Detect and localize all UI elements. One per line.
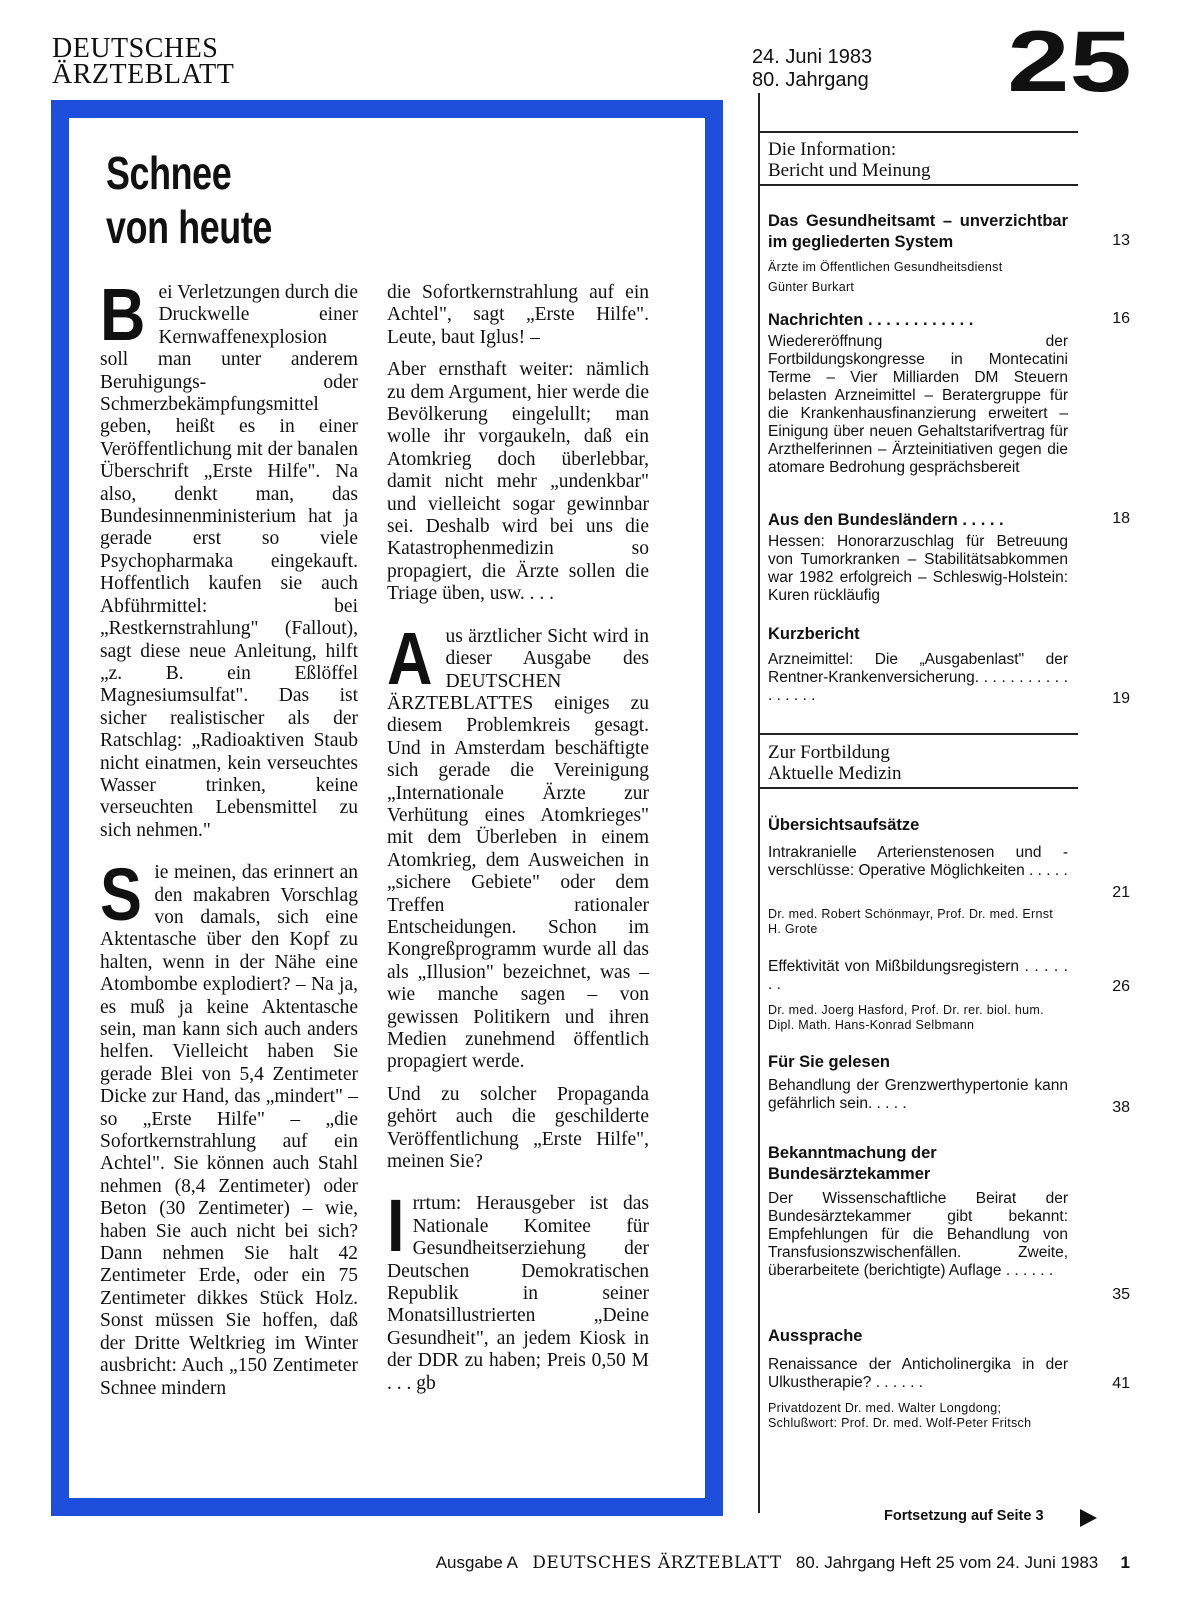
section-line: Zur Fortbildung bbox=[768, 742, 890, 763]
toc-entry-desc: Behandlung der Grenzwerthypertonie kann gefährlich sein. . . . . bbox=[768, 1077, 1068, 1112]
paragraph-text: rrtum: Herausgeber ist das Nationale Komitee für Gesundheitserziehung der Deutschen Demokratischen Republik in seiner Monatsillustrierten „Deine Gesundheit", an jedem Kiosk in der DDR zu haben; Preis 0,50 M . . . gb bbox=[387, 1193, 649, 1394]
footer-page-number: 1 bbox=[1120, 1553, 1130, 1572]
toc-author: Dr. med. Joerg Hasford, Prof. Dr. rer. biol. hum. Dipl. Math. Hans-Konrad Selbmann bbox=[768, 1003, 1044, 1032]
toc-entry-title[interactable]: Nachrichten . . . . . . . . . . . . bbox=[768, 311, 974, 329]
toc-entry-desc: Wiedereröffnung der Fortbildungskongresse in Montecatini Terme – Vier Milliarden DM Steuern belasten Arzneimittel – Beratergruppe für die Krankenhausfinanzierung erweitert – Einigung über neuen Gehaltstarifvertrag für Arzthelferinnen – Ärzteinitiativen gegen die atomare Bedrohung gesprächsbereit bbox=[768, 333, 1068, 476]
section-line: Aktuelle Medizin bbox=[768, 763, 902, 784]
toc-author: Dr. med. Robert Schönmayr, Prof. Dr. med. Ernst H. Grote bbox=[768, 907, 1054, 936]
toc-rule bbox=[758, 787, 1078, 789]
toc-page-number: 41 bbox=[1112, 1375, 1130, 1392]
toc-page-number: 13 bbox=[1112, 232, 1130, 249]
toc-entry-title[interactable]: Für Sie gelesen bbox=[768, 1053, 890, 1071]
footer-journal: DEUTSCHES ÄRZTEBLATT bbox=[532, 1553, 782, 1573]
paragraph-text: us ärztlicher Sicht wird in dieser Ausgabe des DEUTSCHEN ÄRZTEBLATTES einiges zu diesem Problemkreis gesagt. Und in Amsterdam beschäftigte sich gerade die Vereinigung „Internationale Ärzte zur Verhütung eines Atomkrieges" mit dem Überleben in einem Atomkrieg, dem Ausweichen in „sichere Gebiete" oder dem Treffen rationaler Entscheidungen. Schon im Kongreßprogramm wurde all das als „Illusion" bezeichnet, was – wie manche sagen – von gewissen Politikern und ihren Medien zunehmend öffentlich propagiert werde. bbox=[387, 625, 649, 1073]
toc-page-number: 26 bbox=[1112, 978, 1130, 995]
toc-author: Privatdozent Dr. med. Walter Longdong; Schlußwort: Prof. Dr. med. Wolf-Peter Fritsch bbox=[768, 1401, 1032, 1430]
page-footer bbox=[0, 1553, 1130, 1573]
toc-page-number: 19 bbox=[1112, 690, 1130, 707]
masthead-line-2: ÄRZTEBLATT bbox=[52, 59, 235, 90]
toc-entry-desc: Intrakranielle Arterienstenosen und -verschlüsse: Operative Möglichkeiten . . . . . bbox=[768, 844, 1068, 879]
headline-line-2: von heute bbox=[106, 201, 272, 253]
section-line: Bericht und Meinung bbox=[768, 160, 931, 181]
toc-entry-desc: Der Wissenschaftliche Beirat der Bundesärztekammer gibt bekannt: Empfehlungen für die Behandlung von Transfusionszwischenfällen. Zweite, überarbeitete (berichtigte) Auflage . . . . . . bbox=[768, 1190, 1068, 1279]
footer-issue-info: 80. Jahrgang Heft 25 vom 24. Juni 1983 bbox=[795, 1553, 1099, 1572]
footer-edition: Ausgabe A bbox=[435, 1553, 518, 1572]
toc-page-number: 21 bbox=[1112, 884, 1130, 901]
toc-entry-desc: Arzneimittel: Die „Ausgabenlast" der Rentner-Krankenversicherung. . . . . . . . . . . . . . . . . bbox=[768, 651, 1068, 704]
article-paragraph: Und zu solcher Propaganda gehört auch die geschilderte Veröffentlichung „Erste Hilfe", meinen Sie? bbox=[387, 1083, 649, 1173]
toc-rule bbox=[758, 733, 1078, 735]
headline-line-1: Schnee bbox=[106, 147, 232, 199]
article-paragraph bbox=[387, 616, 649, 1074]
toc-page-number: 16 bbox=[1112, 310, 1130, 327]
play-arrow-icon bbox=[1080, 1509, 1097, 1527]
toc-entry-desc: Hessen: Honorarzuschlag für Betreuung von Tumorkranken – Stabilitätsabkommen war 1982 erfolgreich – Schleswig-Holstein: Kuren rückläufig bbox=[768, 533, 1068, 604]
section-line: Die Information: bbox=[768, 139, 897, 160]
editorial-headline bbox=[106, 146, 272, 254]
toc-section-information bbox=[768, 139, 931, 181]
issue-date-block bbox=[752, 46, 872, 92]
volume: 80. Jahrgang bbox=[752, 69, 869, 91]
masthead bbox=[52, 33, 235, 90]
article-paragraph: Aber ernsthaft weiter: nämlich zu dem Argument, hier werde die Bevölkerung eingelullt; man wolle ihr vorgaukeln, daß ein Atomkrieg doch überlebbar, damit nicht mehr „undenkbar" und vielleicht sogar gewinnbar sei. Deshalb wird bei uns die Katastrophenmedizin so propagiert, die Ärzte sollen die Triage üben, usw. . . . bbox=[387, 359, 649, 605]
toc-entry-title[interactable]: Aus den Bundesländern . . . . . bbox=[768, 511, 1004, 529]
toc-entry-title[interactable]: Kurzbericht bbox=[768, 625, 860, 643]
masthead-line-1: DEUTSCHES bbox=[52, 33, 219, 64]
article-paragraph: die Sofortkernstrahlung auf ein Achtel", sagt „Erste Hilfe". Leute, baut Iglus! – bbox=[387, 282, 649, 348]
article-paragraph bbox=[100, 853, 358, 1400]
toc-vertical-rule bbox=[758, 93, 760, 1513]
article-column-2 bbox=[387, 282, 649, 1405]
toc-entry-desc: Renaissance der Anticholinergika in der Ulkustherapie? . . . . . . bbox=[768, 1356, 1068, 1391]
drop-cap: B bbox=[100, 273, 146, 356]
paragraph-text: ei Verletzungen durch die Druckwelle einer Kernwaffenexplosion soll man unter anderem Beruhigungs- oder Schmerzbekämpfungsmittel geben, heißt es in einer Veröffentlichung mit der banalen Überschrift „Erste Hilfe". Na also, denkt man, das Bundesinnenministerium hat ja gerade erst so viele Psychopharmaka eingekauft. Hoffentlich kaufen sie auch Abführmittel: bei „Restkernstrahlung" (Fallout), sagt diese neue Anleitung, hilft „z. B. ein Eßlöffel Magnesiumsulfat". Das ist sicher realistischer als der Ratschlag: „Radioaktiven Staub nicht einatmen, kein verseuchtes Wasser trinken, keine verseuchten Lebensmittel zu sich nehmen." bbox=[100, 282, 358, 841]
toc-entry-title[interactable]: Aussprache bbox=[768, 1327, 863, 1345]
article-paragraph bbox=[100, 273, 358, 842]
issue-number: 25 bbox=[1007, 14, 1132, 110]
paragraph-text: ie meinen, das erinnert an den makabren Vorschlag von damals, sich eine Aktentasche über den Kopf zu halten, wenn in der Nähe eine Atombombe explodiert? – Na ja, es muß ja keine Aktentasche sein, man kann sich auch anders helfen. Vielleicht haben Sie gerade Blei von 5,4 Zentimeter Dicke zur Hand, das „mindert" – so „Erste Hilfe" – „die Sofortkernstrahlung auf ein Achtel". Sie können auch Stahl nehmen (8,4 Zentimeter) oder Beton (30 Zentimeter) – wie, haben Sie auch nicht bei sich? Dann nehmen Sie halt 42 Zentimeter Erde, oder ein 75 Zentimeter dikkes Stück Holz. Sonst müssen Sie hoffen, daß der Dritte Weltkrieg im Winter ausbricht: Auch „150 Zentimeter Schnee mindern bbox=[100, 862, 358, 1399]
toc-section-fortbildung bbox=[768, 742, 902, 784]
article-column-1 bbox=[100, 273, 358, 1410]
issue-date: 24. Juni 1983 bbox=[752, 46, 873, 68]
toc-author: Günter Burkart bbox=[768, 280, 855, 294]
toc-entry-desc[interactable]: Effektivität von Mißbildungsregistern . . . . . . . bbox=[768, 958, 1068, 993]
toc-entry-title[interactable]: Übersichtsaufsätze bbox=[768, 816, 920, 834]
article-paragraph bbox=[387, 1184, 649, 1395]
toc-entry-title[interactable]: Das Gesundheitsamt – unverzichtbar im gegliederten System bbox=[768, 212, 1068, 251]
toc-page-number: 38 bbox=[1112, 1099, 1130, 1116]
drop-cap: A bbox=[387, 616, 433, 700]
continuation-link[interactable]: Fortsetzung auf Seite 3 bbox=[884, 1508, 1044, 1524]
drop-cap: S bbox=[100, 853, 142, 937]
toc-rule bbox=[758, 184, 1078, 186]
toc-rule bbox=[758, 131, 1078, 133]
toc-page-number: 18 bbox=[1112, 510, 1130, 527]
toc-entry-title[interactable]: Bekanntmachung der Bundesärztekammer bbox=[768, 1144, 937, 1183]
toc-page-number: 35 bbox=[1112, 1286, 1130, 1303]
drop-cap: I bbox=[387, 1184, 405, 1268]
toc-entry-desc: Ärzte im Öffentlichen Gesundheitsdienst bbox=[768, 260, 1003, 274]
